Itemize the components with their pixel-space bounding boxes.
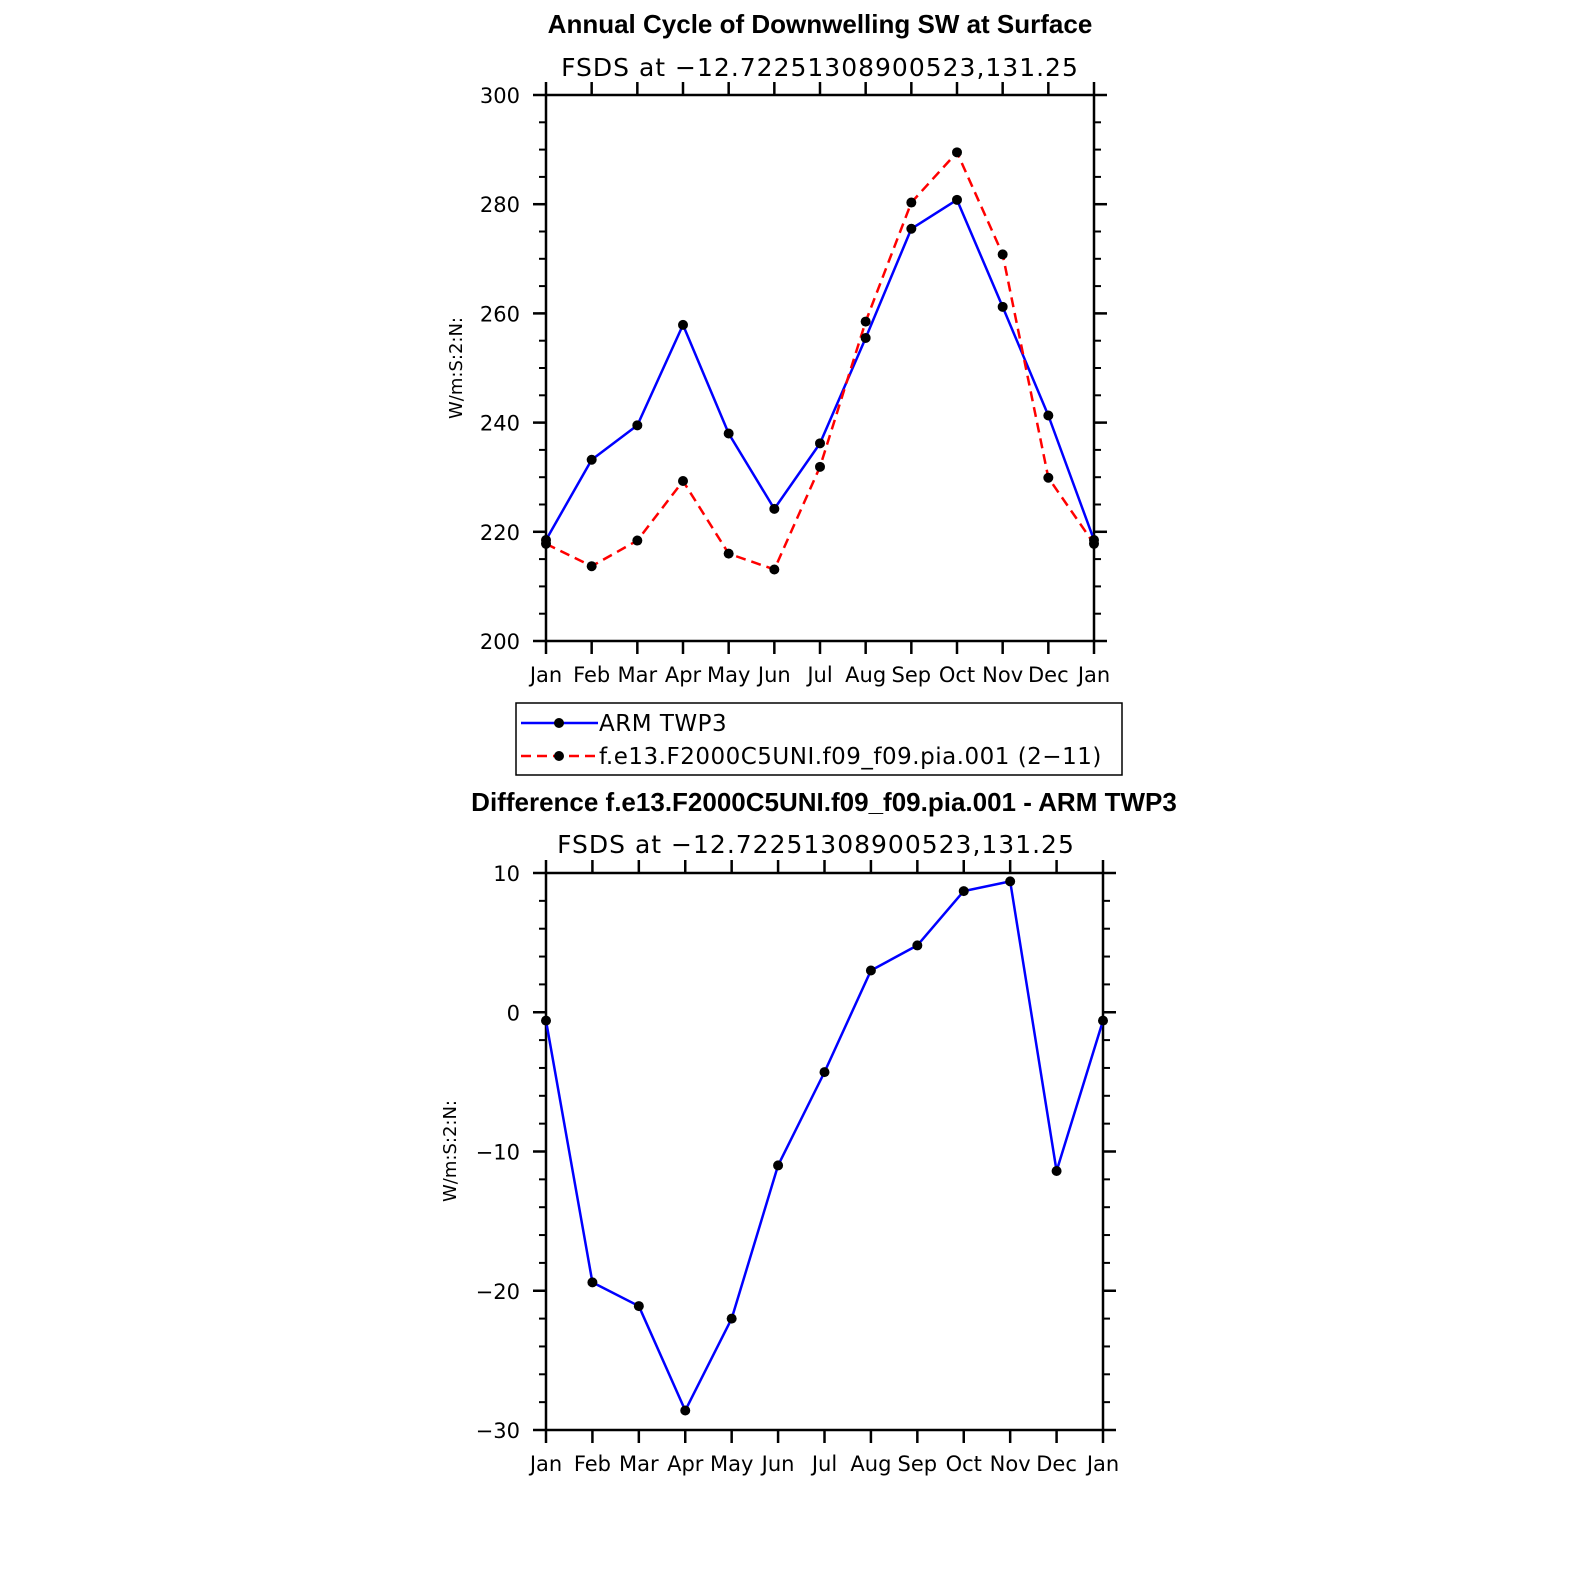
series-group bbox=[541, 876, 1108, 1415]
data-point bbox=[952, 147, 962, 157]
chart-subtitle: FSDS at −12.72251308900523,131.25 bbox=[561, 53, 1079, 82]
data-point bbox=[678, 320, 688, 330]
x-tick-label: Apr bbox=[667, 1452, 704, 1476]
x-tick-label: May bbox=[709, 1452, 754, 1476]
y-tick-label: 10 bbox=[493, 862, 520, 886]
y-tick-label: 280 bbox=[479, 193, 520, 218]
data-point bbox=[634, 1301, 644, 1311]
y-tick-label: 240 bbox=[479, 411, 520, 436]
x-tick-label: Apr bbox=[664, 663, 702, 687]
x-tick-label: Jul bbox=[807, 663, 833, 687]
x-tick-label: Sep bbox=[897, 1452, 938, 1476]
y-tick-label: 300 bbox=[479, 84, 520, 108]
x-tick-label: Dec bbox=[1028, 663, 1069, 687]
x-tick-label: Jan bbox=[529, 1452, 563, 1476]
data-point bbox=[724, 429, 734, 439]
data-point bbox=[861, 333, 871, 343]
x-tick-label: Mar bbox=[617, 663, 658, 687]
series-line bbox=[546, 200, 1094, 540]
legend-label: ARM TWP3 bbox=[599, 711, 728, 737]
x-tick-label: Aug bbox=[850, 1452, 892, 1476]
difference-chart bbox=[440, 787, 1177, 1476]
x-tick-label: Aug bbox=[845, 663, 887, 687]
y-tick-label: −20 bbox=[475, 1279, 520, 1304]
data-point bbox=[1043, 473, 1053, 483]
x-tick-label: Sep bbox=[891, 663, 932, 687]
data-point bbox=[773, 1160, 783, 1170]
x-tick-label: Dec bbox=[1036, 1452, 1077, 1476]
x-tick-label: Jul bbox=[811, 1452, 838, 1476]
data-point bbox=[587, 455, 597, 465]
data-point bbox=[1052, 1166, 1062, 1176]
data-point bbox=[998, 249, 1008, 259]
data-point bbox=[587, 1277, 597, 1287]
y-tick-label: −30 bbox=[475, 1419, 520, 1443]
data-point bbox=[1089, 539, 1099, 549]
y-tick-label: 0 bbox=[506, 1001, 520, 1026]
x-tick-label: Jan bbox=[1086, 1452, 1120, 1476]
data-point bbox=[632, 420, 642, 430]
data-point bbox=[912, 940, 922, 950]
x-tick-label: May bbox=[706, 663, 751, 687]
y-tick-label: 260 bbox=[479, 302, 520, 327]
y-tick-labels bbox=[480, 84, 520, 654]
y-tick-label: 200 bbox=[479, 630, 520, 654]
data-point bbox=[680, 1406, 690, 1416]
annual-cycle-chart bbox=[446, 9, 1110, 687]
data-point bbox=[727, 1314, 737, 1324]
data-point bbox=[541, 539, 551, 549]
x-tick-label: Jan bbox=[529, 663, 563, 687]
y-tick-label: 220 bbox=[479, 520, 520, 545]
x-tick-label: Jun bbox=[761, 1452, 795, 1476]
x-tick-label: Feb bbox=[573, 663, 611, 687]
data-point bbox=[815, 438, 825, 448]
x-tick-label: Oct bbox=[945, 1452, 982, 1476]
series-line bbox=[546, 152, 1094, 569]
plot-frame bbox=[546, 873, 1103, 1430]
legend-label: f.e13.F2000C5UNI.f09_f09.pia.001 (2−11) bbox=[599, 744, 1102, 770]
data-point bbox=[1043, 411, 1053, 421]
y-axis-label: W/m:S:2:N: bbox=[440, 1100, 461, 1202]
chart-title: Annual Cycle of Downwelling SW at Surface bbox=[547, 9, 1093, 39]
legend-entry-model bbox=[521, 744, 1102, 770]
data-point bbox=[587, 561, 597, 571]
legend bbox=[516, 703, 1122, 775]
data-point bbox=[998, 302, 1008, 312]
data-point bbox=[906, 224, 916, 234]
data-point bbox=[1098, 1016, 1108, 1026]
chart-title: Difference f.e13.F2000C5UNI.f09_f09.pia.001 - ARM TWP3 bbox=[471, 787, 1177, 817]
series-group bbox=[541, 147, 1099, 574]
data-point bbox=[866, 965, 876, 975]
plot-frame bbox=[546, 95, 1094, 641]
x-tick-label: Jan bbox=[1077, 663, 1111, 687]
data-point bbox=[1005, 876, 1015, 886]
x-tick-label: Mar bbox=[619, 1452, 659, 1476]
y-tick-label: −10 bbox=[475, 1140, 520, 1165]
data-point bbox=[952, 195, 962, 205]
x-tick-labels bbox=[528, 663, 1110, 687]
x-tick-label: Nov bbox=[982, 663, 1024, 687]
data-point bbox=[906, 198, 916, 208]
series-line bbox=[546, 881, 1103, 1410]
chart-subtitle: FSDS at −12.72251308900523,131.25 bbox=[557, 830, 1075, 859]
data-point bbox=[861, 317, 871, 327]
data-point bbox=[820, 1067, 830, 1077]
legend-marker bbox=[554, 751, 564, 761]
x-tick-labels bbox=[528, 1452, 1119, 1476]
data-point bbox=[632, 536, 642, 546]
y-tick-labels bbox=[476, 862, 520, 1443]
data-point bbox=[678, 476, 688, 486]
legend-marker bbox=[554, 718, 564, 728]
data-point bbox=[724, 549, 734, 559]
axis-ticks bbox=[533, 860, 1116, 1443]
data-point bbox=[541, 1016, 551, 1026]
data-point bbox=[769, 504, 779, 514]
data-point bbox=[815, 462, 825, 472]
x-tick-label: Feb bbox=[573, 1452, 612, 1476]
data-point bbox=[769, 564, 779, 574]
axis-ticks bbox=[533, 82, 1107, 654]
x-tick-label: Jun bbox=[757, 663, 791, 687]
data-point bbox=[959, 886, 969, 896]
x-tick-label: Nov bbox=[989, 1452, 1031, 1476]
y-axis-label: W/m:S:2:N: bbox=[446, 317, 467, 419]
x-tick-label: Oct bbox=[938, 663, 976, 687]
